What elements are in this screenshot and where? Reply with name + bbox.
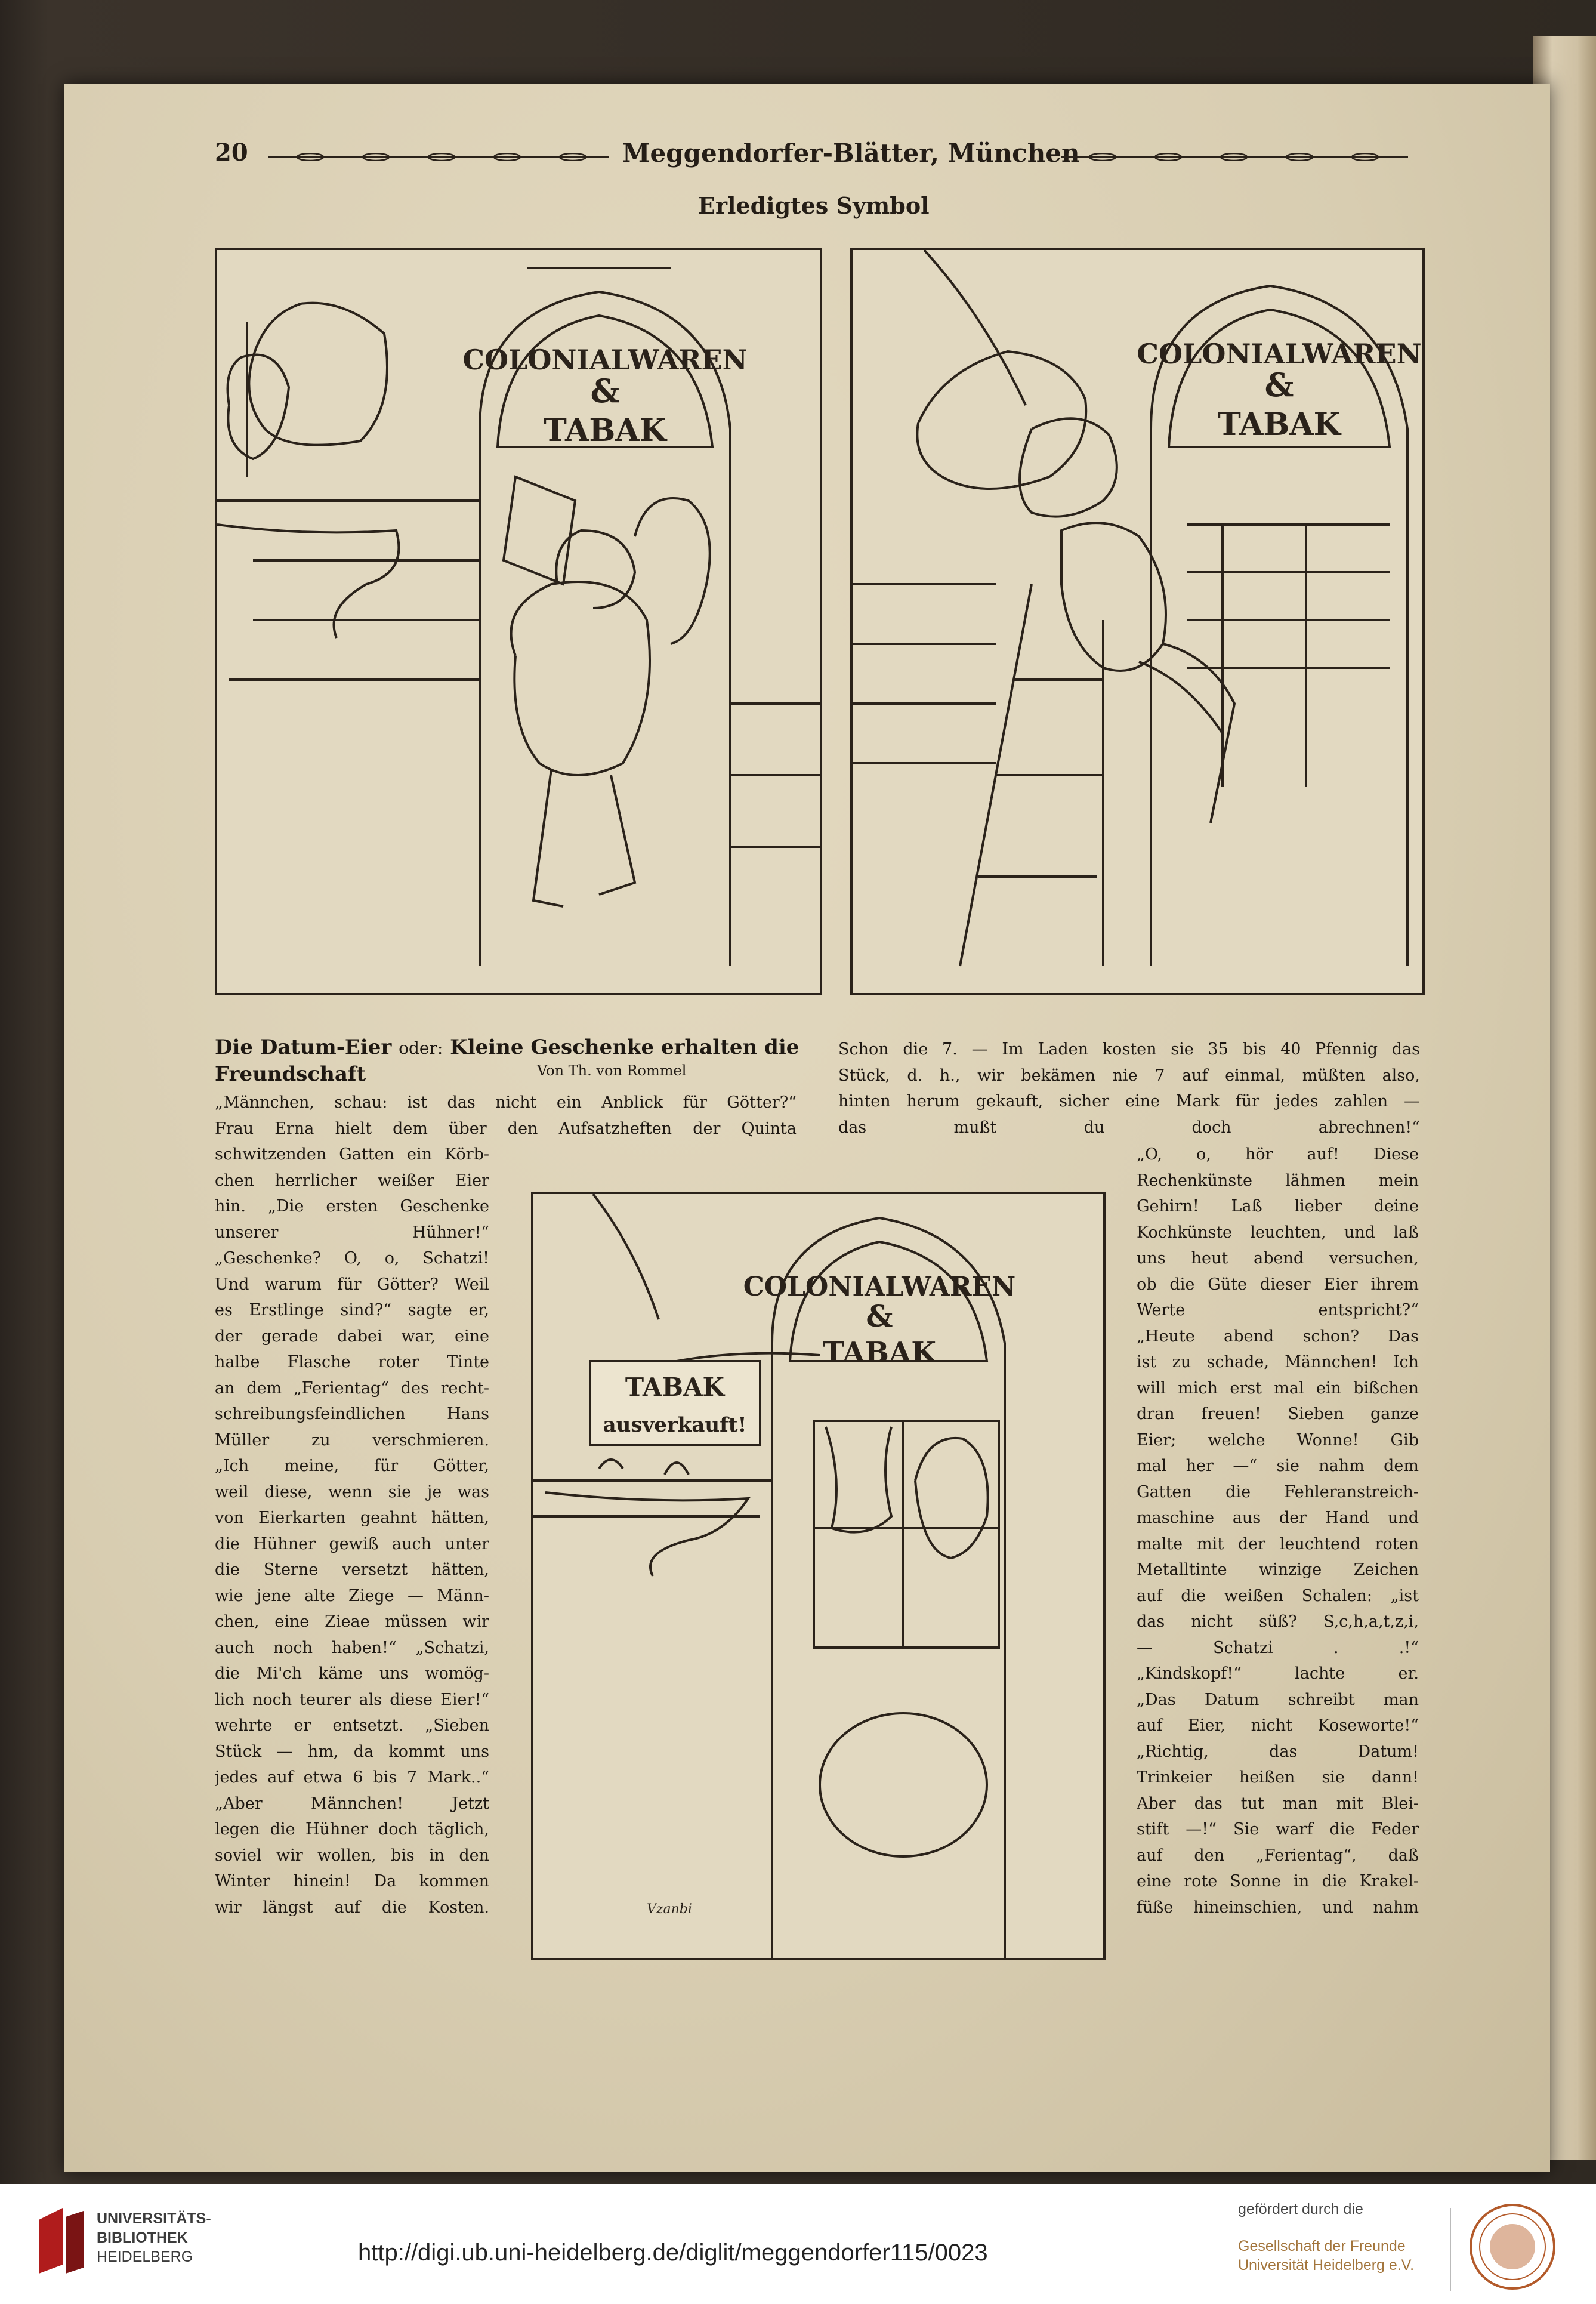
text-line: „Kindskopf!“ lachte er.	[1137, 1664, 1419, 1683]
text-line: Frau Erna hielt dem über den Aufsatzheften der Quinta	[215, 1119, 797, 1138]
text-line: Werte entspricht?“	[1137, 1301, 1419, 1319]
shop-sign-line1-p2: COLONIALWAREN	[1137, 338, 1422, 370]
library-footer	[0, 2184, 1596, 2304]
library-name-line2: BIBLIOTHEK	[97, 2229, 188, 2246]
article-title-continued: Freundschaft	[215, 1062, 366, 1086]
text-line: uns heut abend versuchen,	[1137, 1249, 1419, 1267]
text-line: wehrte er entsetzt. „Sieben	[215, 1716, 489, 1735]
text-line: wir längst auf die Kosten.	[215, 1898, 489, 1917]
text-line: „Richtig, das Datum!	[1137, 1742, 1419, 1761]
text-line: an dem „Ferientag“ des recht-	[215, 1378, 489, 1398]
text-line: auf den „Ferientag“, daß	[1137, 1846, 1419, 1865]
text-line: Stück — hm, da kommt uns	[215, 1742, 489, 1761]
text-line: auf die weißen Schalen: „ist	[1137, 1586, 1419, 1605]
text-line: „Heute abend schon? Das	[1137, 1327, 1419, 1346]
text-line: schreibungsfeindlichen Hans	[215, 1405, 489, 1423]
text-line: — Schatzi . .!“	[1137, 1638, 1419, 1657]
text-line: Rechenkünste lähmen mein	[1137, 1171, 1419, 1190]
text-line: Winter hinein! Da kommen	[215, 1872, 489, 1890]
text-line: will mich erst mal ein bißchen	[1137, 1378, 1419, 1398]
text-line: von Eierkarten geahnt hätten,	[215, 1509, 489, 1527]
text-line: eine rote Sonne in die Krakel-	[1137, 1872, 1419, 1890]
cartoon-caption: Erledigtes Symbol	[698, 192, 930, 219]
shop-with-egg-ornament-illustration	[217, 250, 820, 993]
text-line: das mußt du doch abrechnen!“	[838, 1118, 1420, 1137]
text-line: „Aber Männchen! Jetzt	[215, 1794, 489, 1813]
header-ornament-right-icon	[1061, 153, 1408, 161]
library-logo-icon	[36, 2208, 87, 2274]
text-line: das nicht süß? S,c,h,a,t,z,i,	[1137, 1612, 1419, 1631]
text-line: Trinkeier heißen sie dann!	[1137, 1768, 1419, 1787]
shop-sign-line1: COLONIALWAREN	[462, 344, 748, 376]
text-line: die Hühner gewiß auch unter	[215, 1534, 489, 1553]
text-line: halbe Flasche roter Tinte	[215, 1353, 489, 1371]
article-title-main: Die Datum-Eier	[215, 1035, 392, 1059]
text-line: Metalltinte winzige Zeichen	[1137, 1560, 1419, 1579]
article-right-top	[838, 1037, 1420, 1140]
library-name-line3: HEIDELBERG	[97, 2249, 193, 2265]
shop-sign-line2-p3: TABAK	[823, 1336, 936, 1370]
text-line: die Mi'ch käme uns womög-	[215, 1664, 489, 1683]
text-line: „Männchen, schau: ist das nicht ein Anblick für Götter?“	[215, 1093, 797, 1112]
text-line: unserer Hühner!“	[215, 1223, 489, 1242]
text-line: auf Eier, nicht Koseworte!“	[1137, 1716, 1419, 1735]
text-line: „Das Datum schreibt man	[1137, 1690, 1419, 1709]
publication-title: Meggendorfer-Blätter, München	[622, 138, 1080, 168]
text-line: ob die Güte dieser Eier ihrem	[1137, 1275, 1419, 1294]
text-line: Aber das tut man mit Blei-	[1137, 1794, 1419, 1813]
article-author: Von Th. von Rommel	[537, 1062, 687, 1079]
text-line: legen die Hühner doch täglich,	[215, 1820, 489, 1839]
text-line: ist zu schade, Männchen! Ich	[1137, 1353, 1419, 1371]
text-line: „O, o, hör auf! Diese	[1137, 1145, 1419, 1164]
library-name-line1: UNIVERSITÄTS-	[97, 2210, 211, 2227]
article-intro	[215, 1090, 797, 1142]
page-header	[215, 138, 1408, 174]
shop-sign-amp-p2: &	[1264, 366, 1294, 404]
shop-sign-line1-p3: COLONIALWAREN	[743, 1272, 1016, 1302]
text-line: auch noch haben!“ „Schatzi,	[215, 1638, 489, 1657]
text-line: Stück, d. h., wir bekämen nie 7 auf einmal, müßten also,	[838, 1066, 1420, 1085]
sponsor-name	[1238, 2237, 1414, 2275]
text-line: Müller zu verschmieren.	[215, 1430, 489, 1449]
text-line: Schon die 7. — Im Laden kosten sie 35 bis 40 Pfennig das	[838, 1040, 1420, 1059]
article-title	[215, 1035, 799, 1059]
shopkeeper-removing-ornament-illustration	[853, 250, 1422, 993]
library-name	[97, 2209, 211, 2266]
text-line: die Sterne versetzt hätten,	[215, 1560, 489, 1579]
text-line: stift —!“ Sie warf die Feder	[1137, 1820, 1419, 1839]
source-url-link[interactable]: http://digi.ub.uni-heidelberg.de/diglit/meggendorfer115/0023	[358, 2240, 988, 2266]
text-line: soviel wir wollen, bis in den	[215, 1846, 489, 1865]
text-line: schwitzenden Gatten ein Körb-	[215, 1145, 489, 1164]
shop-sign-line2-p2: TABAK	[1218, 406, 1341, 443]
text-line: malte mit der leuchtend roten	[1137, 1534, 1419, 1553]
cartoon-panel-3	[531, 1192, 1106, 1960]
shop-sign-amp: &	[590, 372, 620, 410]
text-line: mal her —“ sie nahm dem	[1137, 1457, 1419, 1475]
page-number: 20	[215, 138, 248, 166]
text-line: maschine aus der Hand und	[1137, 1509, 1419, 1527]
text-line: chen herrlicher weißer Eier	[215, 1171, 489, 1190]
text-line: der gerade dabei war, eine	[215, 1327, 489, 1346]
shop-sign-line2: TABAK	[544, 412, 666, 449]
text-line: jedes auf etwa 6 bis 7 Mark..“	[215, 1768, 489, 1787]
article-left-column	[215, 1142, 489, 1920]
article-title-connector: oder:	[399, 1038, 443, 1058]
sponsor-label: gefördert durch die	[1238, 2201, 1363, 2217]
text-line: hin. „Die ersten Geschenke	[215, 1197, 489, 1216]
cartoon-panel-2	[850, 248, 1425, 995]
text-line: chen, eine Zieae müssen wir	[215, 1612, 489, 1631]
text-line: Gatten die Fehleranstreich-	[1137, 1482, 1419, 1501]
notice-line1: TABAK	[625, 1372, 725, 1402]
text-line: weil diese, wenn sie je was	[215, 1482, 489, 1501]
artist-signature: Vzanbi	[647, 1902, 692, 1917]
text-line: es Erstlinge sind?“ sagte er,	[215, 1301, 489, 1319]
header-ornament-left-icon	[268, 153, 609, 161]
university-seal-icon	[1468, 2202, 1557, 2291]
text-line: Eier; welche Wonne! Gib	[1137, 1430, 1419, 1449]
sold-out-shop-illustration	[533, 1194, 1103, 1958]
text-line: dran freuen! Sieben ganze	[1137, 1405, 1419, 1423]
text-line: hinten herum gekauft, sicher eine Mark für jedes zahlen —	[838, 1092, 1420, 1111]
cartoon-panel-1	[215, 248, 822, 995]
text-line: Und warum für Götter? Weil	[215, 1275, 489, 1294]
text-line: „Ich meine, für Götter,	[215, 1457, 489, 1475]
shop-sign-amp-p3: &	[866, 1298, 893, 1334]
text-line: Kochkünste leuchten, und laß	[1137, 1223, 1419, 1242]
article-title-sub: Kleine Geschenke erhalten die	[450, 1035, 799, 1059]
text-line: füße hineinschien, und nahm	[1137, 1898, 1419, 1917]
footer-divider	[1450, 2208, 1451, 2291]
text-line: lich noch teurer als diese Eier!“	[215, 1690, 489, 1709]
sponsor-line1: Gesellschaft der Freunde	[1238, 2238, 1406, 2254]
article-right-column	[1137, 1142, 1419, 1920]
text-line: „Geschenke? O, o, Schatzi!	[215, 1249, 489, 1267]
sponsor-line2: Universität Heidelberg e.V.	[1238, 2257, 1415, 2274]
text-line: wie jene alte Ziege — Männ-	[215, 1586, 489, 1605]
notice-line2: ausverkauft!	[603, 1413, 747, 1437]
text-line: Gehirn! Laß lieber deine	[1137, 1197, 1419, 1216]
